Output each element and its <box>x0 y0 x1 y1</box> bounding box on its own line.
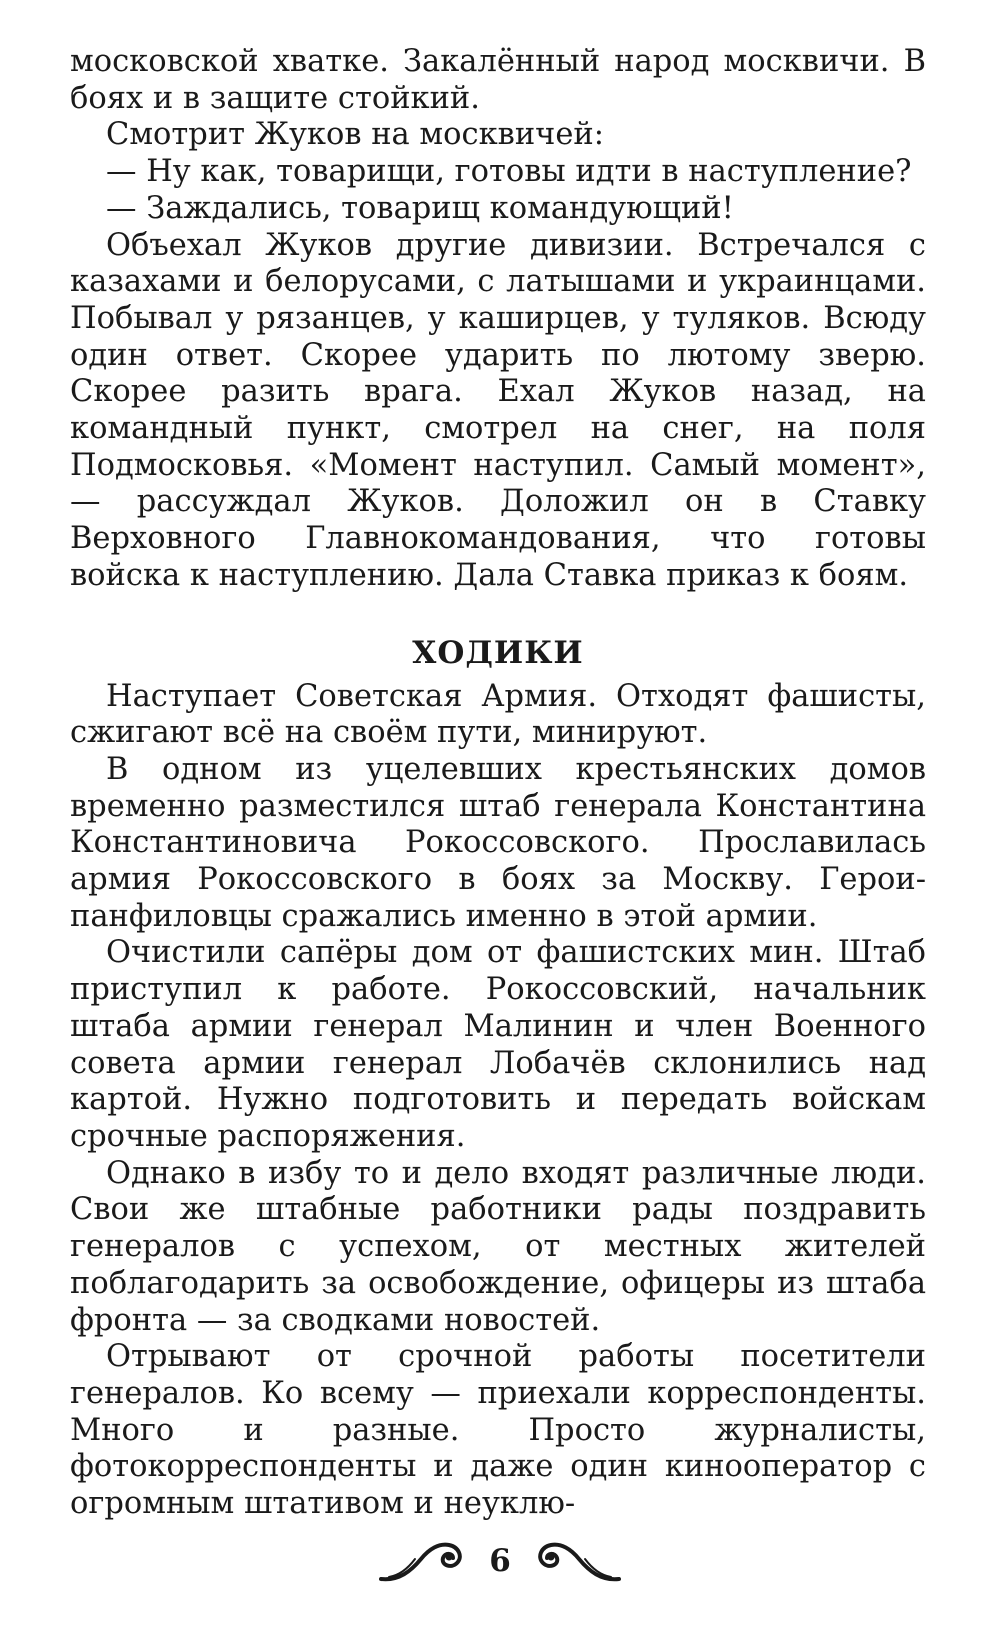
paragraph-advance: Наступает Советская Армия. Отходят фашисты, сжигают всё на своём пути, минируют. <box>70 678 926 751</box>
paragraph-zhukov-looks: Смотрит Жуков на москвичей: <box>106 117 604 153</box>
page-number: 6 <box>489 1543 511 1579</box>
paragraph-visitors: Однако в избу то и дело входят различные люди. Свои же штабные работники рады поздравить генералов с успехом, от местных жителей поблагодарить за освобождение, офицеры из штаба фронта — за сводками новостей. <box>70 1155 926 1338</box>
paragraph-continued: московской хватке. Закалённый народ москвичи. В боях и в защите стойкий. <box>70 44 926 116</box>
swirl-ornament-left-icon <box>379 1537 471 1585</box>
paragraph-headquarters: В одном из уцелевших крестьянских домов временно разместился штаб генерала Константина Константиновича Рокоссовского. Прославилась армия Рокоссовского в боях за Москву. Герои-панфиловцы сражались именно в этой армии. <box>70 751 926 934</box>
paragraph-zhukov-divisions: Объехал Жуков другие дивизии. Встречался с казахами и белорусами, с латышами и украинцами. Побывал у рязанцев, у каширцев, у туляков. Всюду один ответ. Скорее ударить по лютому зверю. Скорее разить врага. Ехал Жуков назад, на командный пункт, смотрел на снег, на поля Подмосковья. «Момент наступил. Самый момент», — рассуждал Жуков. Доложил он в Ставку Верховного Главнокомандования, что готовы войска к наступлению. Дала Ставка приказ к боям. <box>70 227 926 593</box>
swirl-ornament-right-icon <box>529 1537 621 1585</box>
page-footer <box>0 1525 1000 1597</box>
dialogue-line-answer: — Заждались, товарищ командующий! <box>106 190 734 226</box>
paragraph-correspondents: Отрывают от срочной работы посетители генералов. Ко всему — приехали корреспонденты. Много и разные. Просто журналисты, фотокорреспонденты и даже один кинооператор с огромным штативом и неуклю- <box>70 1339 926 1522</box>
section-heading: ХОДИКИ <box>412 634 584 671</box>
page-content <box>70 44 926 1523</box>
dialogue-line-question: — Ну как, товарищи, готовы идти в наступление? <box>106 154 912 190</box>
paragraph-sappers: Очистили сапёры дом от фашистских мин. Штаб приступил к работе. Рокоссовский, начальник штаба армии генерал Малинин и член Военного совета армии генерал Лобачёв склонились над картой. Нужно подготовить и передать войскам срочные распоряжения. <box>70 935 926 1154</box>
